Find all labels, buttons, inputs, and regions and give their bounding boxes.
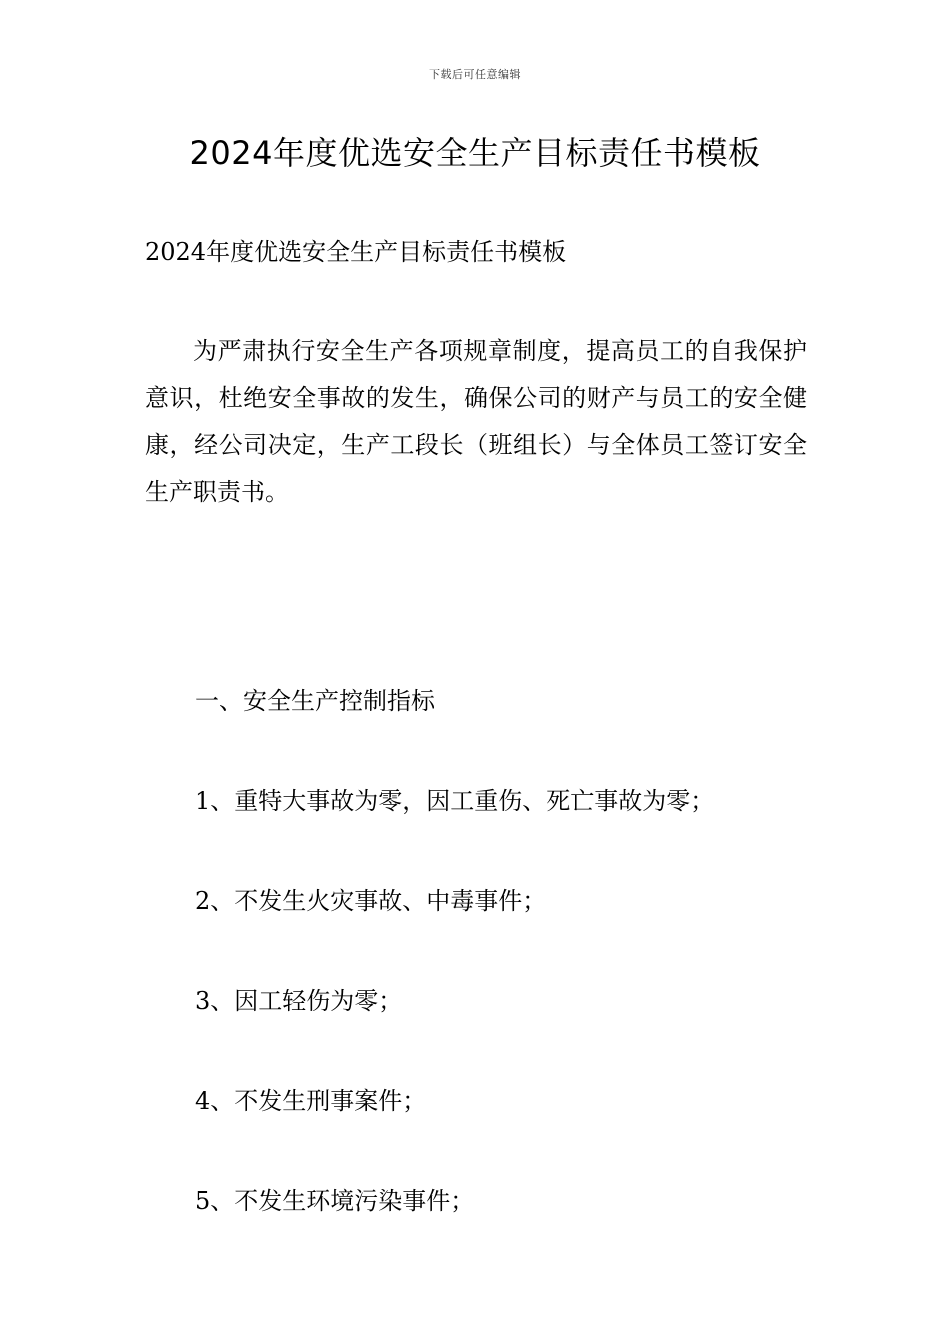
list-item: 2、不发生火灾事故、中毒事件； <box>195 887 547 915</box>
list-item: 4、不发生刑事案件； <box>195 1087 427 1115</box>
intro-paragraph: 为严肃执行安全生产各项规章制度，提高员工的自我保护意识，杜绝安全事故的发生，确保公司的财产与员工的安全健康，经公司决定，生产工段长（班组长）与全体员工签订安全生产职责书。 <box>145 337 807 506</box>
list-item: 3、因工轻伤为零； <box>195 987 403 1015</box>
list-item: 1、重特大事故为零，因工重伤、死亡事故为零； <box>195 787 715 815</box>
section-heading: 一、安全生产控制指标 <box>195 687 435 715</box>
document-subtitle: 2024年度优选安全生产目标责任书模板 <box>145 238 567 266</box>
document-title: 2024年度优选安全生产目标责任书模板 <box>189 134 761 172</box>
header-note: 下载后可任意编辑 <box>429 68 521 81</box>
list-item: 5、不发生环境污染事件； <box>195 1187 475 1215</box>
